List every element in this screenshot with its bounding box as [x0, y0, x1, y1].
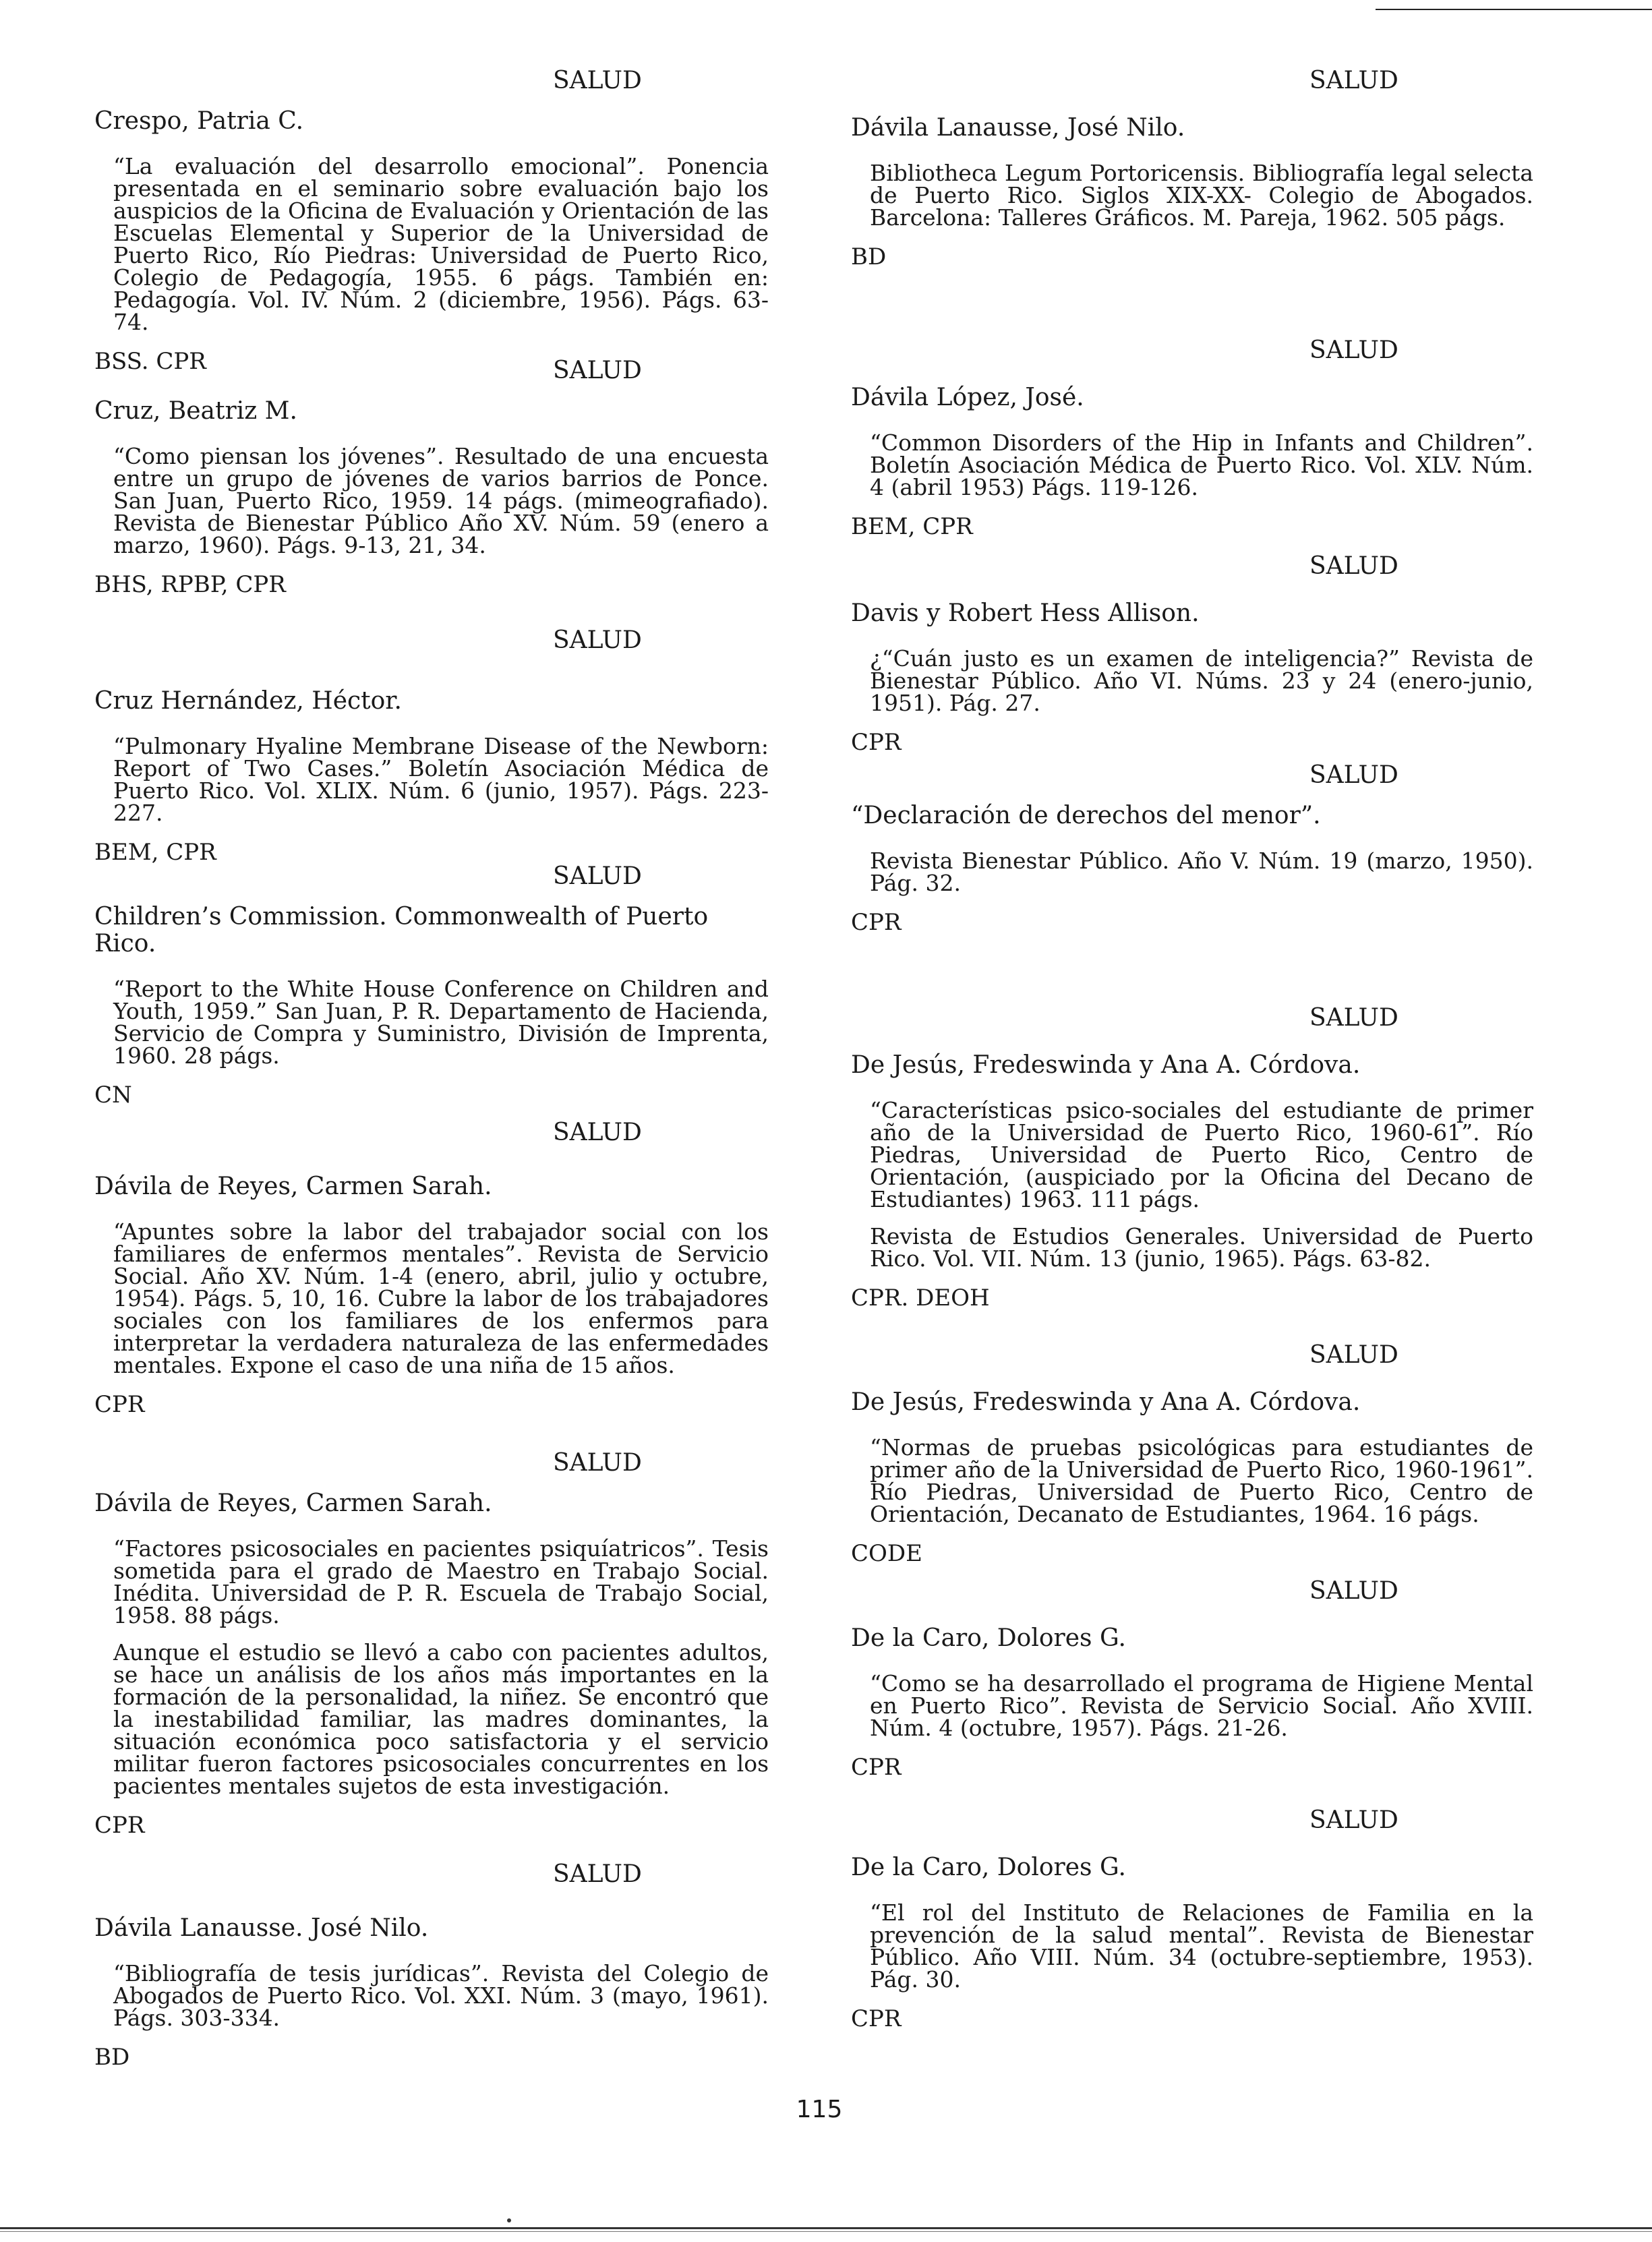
bibliography-entry — [851, 1807, 1533, 2032]
library-location: CN — [94, 1082, 132, 1109]
bibliography-entry — [94, 67, 769, 375]
library-location: CPR — [851, 1754, 902, 1781]
library-location: CPR — [94, 1391, 145, 1418]
entry-author: Children’s Commission. Commonwealth of Puerto Rico. — [94, 903, 709, 957]
top-rule — [1376, 9, 1652, 10]
entry-note: Revista de Estudios Generales. Universidad de Puerto Rico. Vol. VII. Núm. 13 (junio, 1965). Págs. 63-82. — [870, 1223, 1533, 1272]
library-location: CODE — [851, 1540, 922, 1567]
entry-note: Aunque el estudio se llevó a cabo con pacientes adultos, se hace un análisis de los años más importantes en la formación de la personalidad, la niñez. Se encontró que la inestabilidad familiar, las madres dominantes, la situación económica poco satisfactoria y el servicio militar fueron factores psicosociales concurrentes en los pacientes mentales sujetos de esta investigación. — [113, 1639, 769, 1799]
subject-tag: SALUD — [553, 626, 642, 654]
bottom-rule — [0, 2227, 1652, 2229]
subject-tag: SALUD — [1309, 1577, 1398, 1605]
library-location: BSS. CPR — [94, 348, 206, 375]
bibliography-entry — [94, 863, 769, 1109]
library-location: CPR — [94, 1812, 145, 1839]
entry-author: Dávila Lanausse, José Nilo. — [851, 114, 1185, 142]
library-location: CPR — [851, 729, 902, 756]
bibliography-entry — [94, 1119, 769, 1418]
entry-author: De Jesús, Fredeswinda y Ana A. Córdova. — [851, 1388, 1361, 1416]
library-location: BD — [94, 2044, 130, 2071]
bibliography-entry — [851, 1578, 1533, 1781]
entry-author: Davis y Robert Hess Allison. — [851, 599, 1200, 627]
subject-tag: SALUD — [1309, 336, 1398, 364]
subject-tag: SALUD — [553, 1119, 642, 1146]
bibliography-entry — [851, 67, 1533, 270]
entry-description: “Características psico-sociales del estudiante de primer año de la Universidad de Puerto Rico, 1960-61”. Río Piedras, Universidad de Puerto Rico, Centro de Orientación, (auspiciado por la Oficina del Decano de Estudiantes) 1963. 111 págs. — [870, 1097, 1533, 1212]
entry-description: “Como se ha desarrollado el programa de Higiene Mental en Puerto Rico”. Revista de Servicio Social. Año XVIII. Núm. 4 (octubre, 1957). Págs. 21-26. — [870, 1670, 1533, 1741]
entry-description: “Factores psicosociales en pacientes psiquíatricos”. Tesis sometida para el grado de Maestro en Trabajo Social. Inédita. Universidad de P. R. Escuela de Trabajo Social, 1958. 88 págs. — [113, 1535, 769, 1628]
entry-description: “El rol del Instituto de Relaciones de Familia en la prevención de la salud mental”. Revista de Bienestar Público. Año VIII. Núm. 34 (octubre-septiembre, 1953). Pág. 30. — [870, 1899, 1533, 1993]
library-location: CPR. DEOH — [851, 1285, 990, 1311]
bibliography-entry — [94, 1861, 769, 2071]
entry-description: “La evaluación del desarrollo emocional”. Ponencia presentada en el seminario sobre evaluación bajo los auspicios de la Oficina de Evaluación y Orientación de las Escuelas Elemental y Superior de la Universidad de Puerto Rico, Río Piedras: Universidad de Puerto Rico, Colegio de Pedagogía, 1955. 6 págs. También en: Pedagogía. Vol. IV. Núm. 2 (diciembre, 1956). Págs. 63-74. — [113, 153, 769, 335]
subject-tag: SALUD — [553, 1860, 642, 1888]
entry-description: “Common Disorders of the Hip in Infants and Children”. Boletín Asociación Médica de Puerto Rico. Vol. XLV. Núm. 4 (abril 1953) Págs. 119-126. — [870, 430, 1533, 500]
entry-author: Dávila López, José. — [851, 384, 1084, 411]
subject-tag: SALUD — [1309, 1341, 1398, 1369]
entry-description: “Pulmonary Hyaline Membrane Disease of the Newborn: Report of Two Cases.” Boletín Asociación Médica de Puerto Rico. Vol. XLIX. Núm. 6 (junio, 1957). Págs. 223-227. — [113, 733, 769, 826]
subject-tag: SALUD — [553, 357, 642, 384]
entry-description: ¿“Cuán justo es un examen de inteligencia?” Revista de Bienestar Público. Año VI. Núms. 23 y 24 (enero-junio, 1951). Pág. 27. — [870, 645, 1533, 716]
entry-author: “Declaración de derechos del menor”. — [851, 802, 1321, 829]
entry-author: Dávila Lanausse. José Nilo. — [94, 1914, 429, 1942]
bibliography-entry — [851, 762, 1533, 936]
subject-tag: SALUD — [1309, 67, 1398, 94]
entry-description: Bibliotheca Legum Portoricensis. Bibliografía legal selecta de Puerto Rico. Siglos XIX-XX- Colegio de Abogados. Barcelona: Talleres Gráficos. M. Pareja, 1962. 505 págs. — [870, 160, 1533, 231]
library-location: CPR — [851, 2005, 902, 2032]
entry-author: De la Caro, Dolores G. — [851, 1624, 1126, 1652]
subject-tag: SALUD — [1309, 761, 1398, 789]
library-location: BHS, RPBP, CPR — [94, 571, 286, 598]
bibliography-entry — [94, 357, 769, 598]
entry-author: Cruz Hernández, Héctor. — [94, 687, 402, 715]
page-number: 115 — [796, 2096, 843, 2123]
bottom-rule-thin — [0, 2231, 1652, 2232]
subject-tag: SALUD — [1309, 552, 1398, 580]
subject-tag: SALUD — [553, 1449, 642, 1477]
library-location: BEM, CPR — [94, 839, 216, 866]
entry-description: “Normas de pruebas psicológicas para estudiantes de primer año de la Universidad de Puerto Rico, 1960-1961”. Río Piedras, Universidad de Puerto Rico, Centro de Orientación, Decanato de Estudiantes, 1964. 16 págs. — [870, 1434, 1533, 1527]
entry-description: Revista Bienestar Público. Año V. Núm. 19 (marzo, 1950). Pág. 32. — [870, 848, 1533, 896]
subject-tag: SALUD — [553, 67, 642, 94]
entry-author: Dávila de Reyes, Carmen Sarah. — [94, 1173, 492, 1200]
library-location: BEM, CPR — [851, 513, 973, 540]
bibliography-entry — [851, 337, 1533, 540]
bibliography-entry — [851, 553, 1533, 756]
entry-description: “Report to the White House Conference on Children and Youth, 1959.” San Juan, P. R. Departamento de Hacienda, Servicio de Compra y Suministro, División de Imprenta, 1960. 28 págs. — [113, 976, 769, 1069]
entry-author: Dávila de Reyes, Carmen Sarah. — [94, 1489, 492, 1517]
library-location: BD — [851, 243, 887, 270]
bottom-mark — [507, 2218, 511, 2222]
entry-author: De Jesús, Fredeswinda y Ana A. Córdova. — [851, 1051, 1361, 1079]
bibliography-entry — [851, 1005, 1533, 1311]
entry-description: “Bibliografía de tesis jurídicas”. Revista del Colegio de Abogados de Puerto Rico. Vol. XXI. Núm. 3 (mayo, 1961). Págs. 303-334. — [113, 1960, 769, 2031]
entry-author: Cruz, Beatriz M. — [94, 397, 297, 425]
subject-tag: SALUD — [553, 862, 642, 890]
subject-tag: SALUD — [1309, 1806, 1398, 1834]
entry-description: “Como piensan los jóvenes”. Resultado de una encuesta entre un grupo de jóvenes de varios barrios de Ponce. San Juan, Puerto Rico, 1959. 14 págs. (mimeografiado). Revista de Bienestar Público Año XV. Núm. 59 (enero a marzo, 1960). Págs. 9-13, 21, 34. — [113, 443, 769, 558]
library-location: CPR — [851, 909, 902, 936]
subject-tag: SALUD — [1309, 1004, 1398, 1032]
bibliography-entry — [851, 1342, 1533, 1567]
bibliography-entry — [94, 627, 769, 866]
entry-description: “Apuntes sobre la labor del trabajador social con los familiares de enfermos mentales”. Revista de Servicio Social. Año XV. Núm. 1-4 (enero, abril, julio y octubre, 1954). Págs. 5, 10, 16. Cubre la labor de los trabajadores sociales con los familiares de los enfermos para interpretar la verdadera naturaleza de las enfermedades mentales. Expone el caso de una niña de 15 años. — [113, 1218, 769, 1378]
entry-author: Crespo, Patria C. — [94, 107, 304, 135]
bibliography-entry — [94, 1450, 769, 1839]
entry-author: De la Caro, Dolores G. — [851, 1854, 1126, 1881]
